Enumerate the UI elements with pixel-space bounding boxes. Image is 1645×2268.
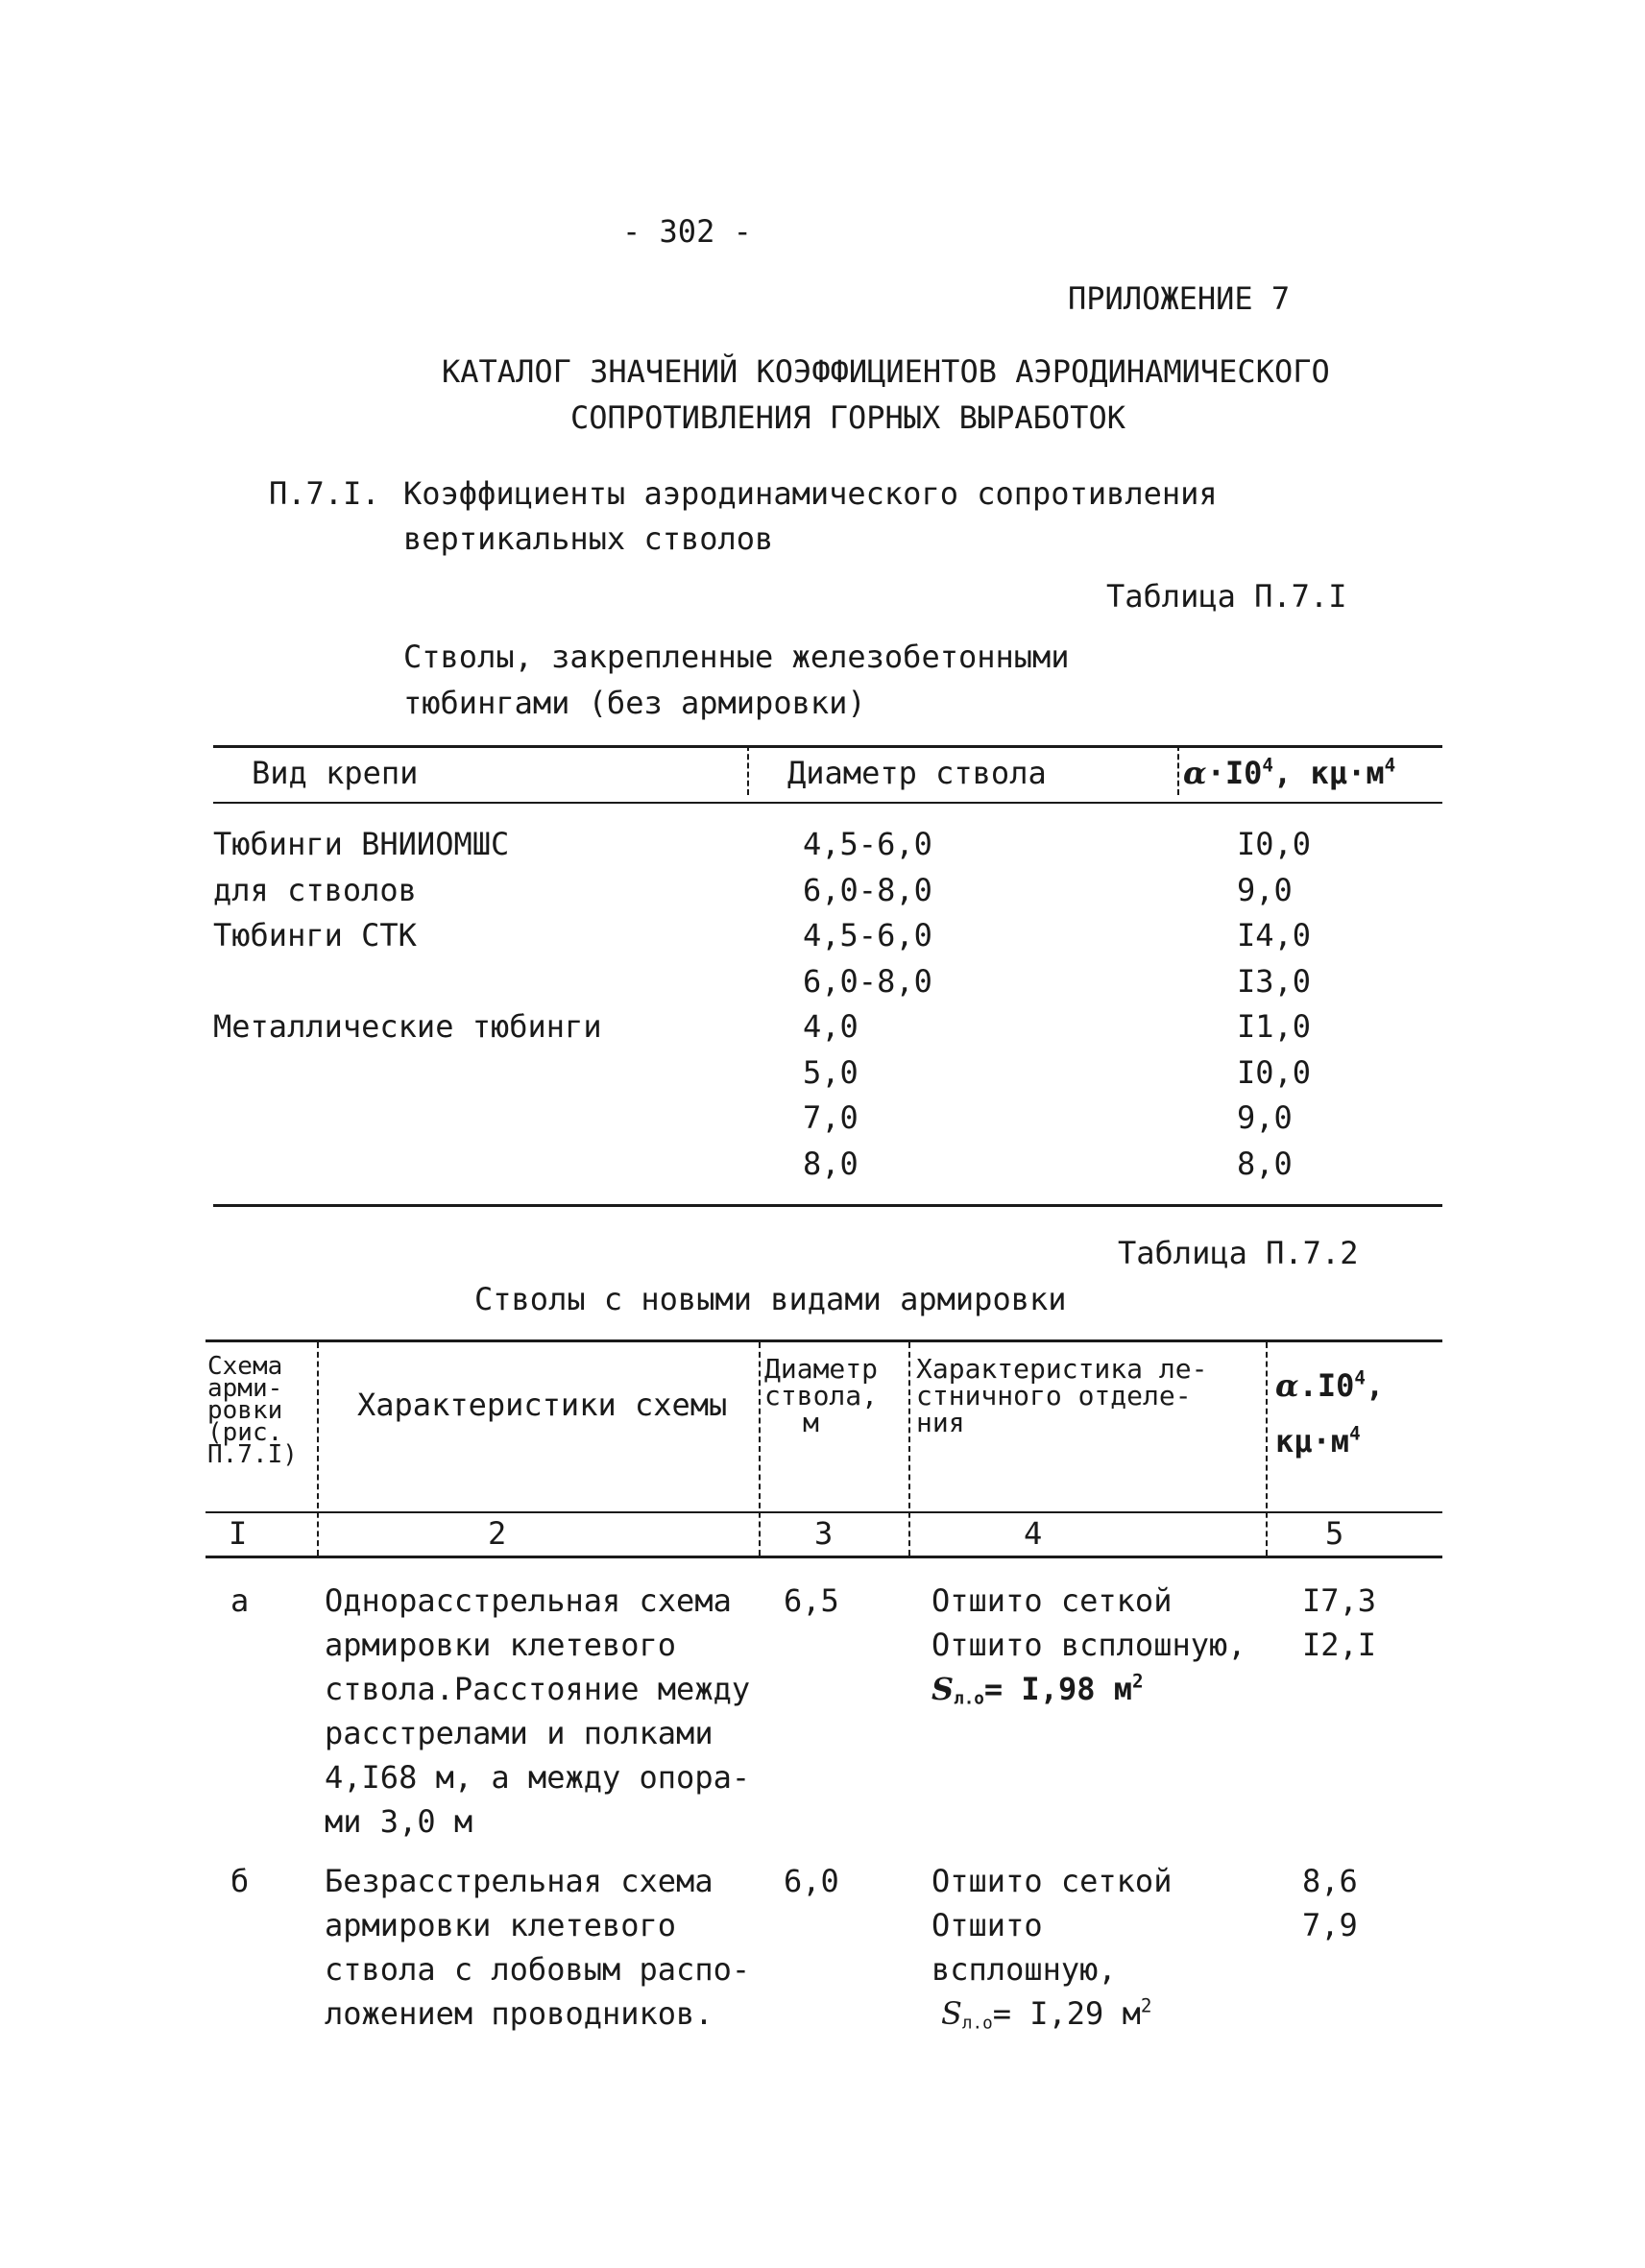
area-symbol: S xyxy=(931,1671,955,1707)
table2-header-diameter-l3: м xyxy=(803,1407,819,1438)
section-title-line-1: Коэффициенты аэродинамического сопротивления xyxy=(403,475,1218,512)
table1-top-rule xyxy=(213,745,1442,748)
table2-row-a-desc-l5: 4,I68 м, а между опора- xyxy=(325,1759,751,1796)
table2-top-rule xyxy=(206,1339,1442,1342)
section-number: П.7.I. xyxy=(269,475,380,512)
table1-cell-type: Тюбинги СТК xyxy=(213,917,417,953)
table2-row-b-ladder-l2: Отшито xyxy=(931,1907,1043,1943)
table1-cell-diameter: 7,0 xyxy=(803,1099,859,1136)
table2-header-scheme xyxy=(207,1352,298,1469)
table1-header-alpha-exp: 4 xyxy=(1262,754,1273,777)
table2-header-ladder-l3: ния xyxy=(916,1407,965,1438)
title-line-1: КАТАЛОГ ЗНАЧЕНИЙ КОЭФФИЦИЕНТОВ АЭРОДИНАМИЧЕСКОГО xyxy=(442,353,1330,390)
table1-cell-diameter: 8,0 xyxy=(803,1145,859,1182)
table1-cell-diameter: 4,5-6,0 xyxy=(803,826,932,862)
table2-row-b-ladder xyxy=(931,1859,1172,2045)
table2-header-alpha-unit-exp: 4 xyxy=(1349,1422,1361,1445)
table2-row-b-ladder-l1: Отшито сеткой xyxy=(931,1863,1173,1899)
table1-header-alpha-unit-exp: 4 xyxy=(1384,754,1396,777)
table2-colnum-3: 3 xyxy=(814,1515,834,1552)
table1-header-type: Вид крепи xyxy=(252,755,419,791)
table2-header-diameter-l2: ствола, xyxy=(764,1380,879,1411)
title-line-2: СОПРОТИВЛЕНИЯ ГОРНЫХ ВЫРАБОТОК xyxy=(570,399,1125,436)
table2-header-diameter-l1: Диаметр xyxy=(764,1353,879,1385)
table2-row-b-area xyxy=(931,1991,1172,2045)
table1-header-alpha-unit: , кμ·м xyxy=(1272,755,1385,791)
table2-header-scheme-l2: арми- xyxy=(207,1374,283,1403)
table2-row-b-desc-l1: Безрасстрельная схема xyxy=(325,1863,714,1899)
table1-cell-diameter: 6,0-8,0 xyxy=(803,962,932,1000)
area-subscript: л.о xyxy=(954,1689,984,1709)
table2-row-a-desc-l1: Однорасстрельная схема xyxy=(325,1582,732,1619)
table1-cell-type: для стволов xyxy=(213,871,417,908)
table2-row-a-description xyxy=(325,1579,750,1844)
table2-col-divider-4 xyxy=(1266,1342,1268,1556)
table2-row-a-ladder xyxy=(931,1579,1246,1721)
appendix-label: ПРИЛОЖЕНИЕ 7 xyxy=(1068,280,1291,317)
table2-row-b-alpha-2: 7,9 xyxy=(1302,1907,1358,1943)
table2-header-scheme-l3: ровки xyxy=(207,1396,283,1425)
table2-caption: Стволы с новыми видами армировки xyxy=(474,1281,1067,1317)
table2-header-alpha-factor: .I0 xyxy=(1298,1367,1355,1404)
table1-cell-alpha: I4,0 xyxy=(1237,917,1312,953)
table2-header-alpha xyxy=(1275,1363,1384,1408)
table1-cell-diameter: 5,0 xyxy=(803,1053,859,1091)
table2-row-a-desc-l3: ствола.Расстояние между xyxy=(325,1671,751,1707)
table2-header-scheme-l1: Схема xyxy=(207,1352,283,1381)
table2-header-scheme-l5: П.7.I) xyxy=(207,1440,298,1469)
section-title-line-2: вертикальных стволов xyxy=(403,520,774,557)
table2-row-a-alpha xyxy=(1302,1579,1376,1667)
table2-header-diameter xyxy=(764,1353,879,1438)
table2-row-a-diameter: 6,5 xyxy=(784,1582,839,1619)
table2-header-characteristics: Характеристики схемы xyxy=(357,1387,728,1423)
table2-header-scheme-l4: (рис. xyxy=(207,1418,283,1447)
table2-row-b-diameter: 6,0 xyxy=(784,1863,839,1899)
table1-bottom-rule xyxy=(213,1204,1442,1207)
table1-cell-alpha: I0,0 xyxy=(1237,1053,1312,1091)
area-exponent: 2 xyxy=(1140,1994,1152,2017)
table2-row-a-desc-l6: ми 3,0 м xyxy=(325,1803,473,1840)
table1-cell-alpha: I0,0 xyxy=(1237,826,1312,862)
area-value: = I,29 м xyxy=(992,1995,1141,2032)
table2-row-a-desc-l2: армировки клетевого xyxy=(325,1627,677,1663)
table2-row-b-ladder-l3: всплошную, xyxy=(931,1951,1117,1988)
alpha-symbol: α xyxy=(1275,1367,1299,1404)
table1-cell-diameter: 4,5-6,0 xyxy=(803,917,932,953)
table2-row-a-ladder-l2: Отшито всплошную, xyxy=(931,1627,1246,1663)
area-exponent: 2 xyxy=(1132,1670,1144,1693)
table2-col-divider-3 xyxy=(908,1342,910,1556)
table2-header-alpha-unit-text: кμ·м xyxy=(1275,1423,1350,1460)
table2-label: Таблица П.7.2 xyxy=(1118,1235,1359,1271)
table2-row-b-scheme: б xyxy=(230,1863,250,1899)
table2-header-alpha-exp: 4 xyxy=(1354,1366,1366,1389)
table2-header-ladder-l1: Характеристика ле- xyxy=(916,1353,1208,1385)
table2-col-divider-1 xyxy=(317,1342,319,1556)
table1-header-alpha-factor: ·I0 xyxy=(1206,755,1263,791)
table2-colnum-1: I xyxy=(229,1515,248,1552)
table2-row-a-area xyxy=(931,1667,1246,1721)
table2-colnum-rule xyxy=(206,1556,1442,1558)
table2-row-b-desc-l3: ствола с лобовым распо- xyxy=(325,1951,751,1988)
table1-cell-alpha: I1,0 xyxy=(1237,1008,1312,1045)
table2-row-a-ladder-l1: Отшито сеткой xyxy=(931,1582,1173,1619)
table1-cell-alpha: 9,0 xyxy=(1237,1099,1293,1136)
table1-cell-type: Тюбинги ВНИИОМШС xyxy=(213,826,510,862)
table2-row-a-alpha-1: I7,3 xyxy=(1302,1582,1377,1619)
table1-header-alpha xyxy=(1183,751,1395,795)
area-value: = I,98 м xyxy=(983,1671,1133,1707)
table1-col-divider-2 xyxy=(1177,745,1179,795)
table2-row-a-alpha-2: I2,I xyxy=(1302,1627,1377,1663)
table1-header-rule xyxy=(213,802,1442,804)
table2-header-ladder-l2: стничного отделе- xyxy=(916,1380,1192,1411)
table2-colnum-5: 5 xyxy=(1325,1515,1344,1552)
table2-row-b-desc-l2: армировки клетевого xyxy=(325,1907,677,1943)
table2-row-a-scheme: а xyxy=(230,1582,250,1619)
table1-cell-alpha: 8,0 xyxy=(1237,1145,1293,1182)
table1-cell-diameter: 4,0 xyxy=(803,1008,859,1045)
table1-cell-alpha: 9,0 xyxy=(1237,871,1293,908)
table1-caption-line-1: Стволы, закрепленные железобетонными xyxy=(403,639,1070,675)
table2-colnum-2: 2 xyxy=(488,1515,507,1552)
table1-caption-line-2: тюбингами (без армировки) xyxy=(403,685,866,721)
table2-row-a-desc-l4: расстрелами и полками xyxy=(325,1715,714,1751)
table2-row-b-desc-l4: ложением проводников. xyxy=(325,1995,714,2032)
area-subscript: л.о xyxy=(961,2014,993,2034)
table1-cell-alpha: I3,0 xyxy=(1237,962,1312,1000)
table2-row-b-description xyxy=(325,1859,750,2036)
table1-header-diameter: Диаметр ствола xyxy=(787,755,1047,791)
table1-col-divider-1 xyxy=(747,745,749,795)
table2-header-ladder xyxy=(916,1353,1208,1438)
table1-cell-diameter: 6,0-8,0 xyxy=(803,871,932,908)
page-number: - 302 - xyxy=(622,213,752,250)
table2-row-b-alpha xyxy=(1302,1859,1358,1947)
alpha-symbol: α xyxy=(1183,755,1207,791)
table2-row-b-alpha-1: 8,6 xyxy=(1302,1863,1358,1899)
table2-colnum-4: 4 xyxy=(1024,1515,1043,1552)
table1-label: Таблица П.7.I xyxy=(1106,578,1347,615)
table2-col-divider-2 xyxy=(759,1342,761,1556)
table2-header-alpha-comma: , xyxy=(1365,1367,1385,1404)
area-symbol: S xyxy=(941,1995,962,2032)
table2-header-alpha-unit xyxy=(1275,1419,1361,1463)
table1-cell-type: Металлические тюбинги xyxy=(213,1008,602,1045)
